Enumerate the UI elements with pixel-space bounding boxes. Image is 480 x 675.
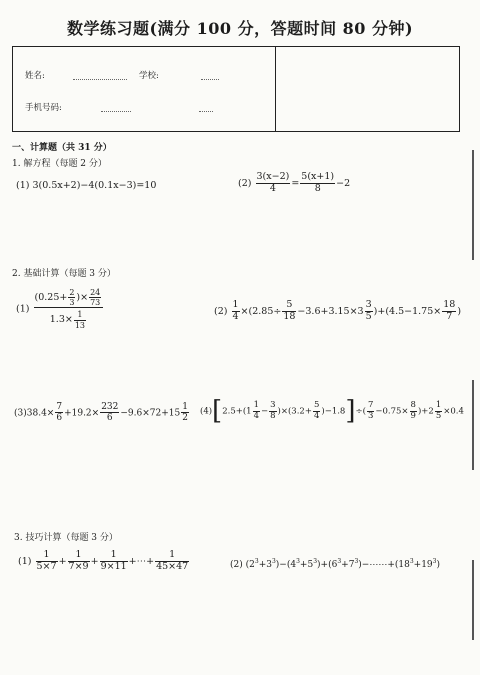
problem-2-3: (3)38.4× $\frac{7}{6}$ +19.2× $\frac{232}{6}$ −9.6×72+15 $\frac{1}{2}$ — [14, 402, 188, 424]
name-blank[interactable] — [73, 79, 127, 80]
scan-edge-mark — [472, 380, 474, 470]
problem-label: (2) — [238, 177, 252, 189]
fraction: $\frac{3(x-2)}{4}$ — [256, 171, 290, 194]
problem-3-2: (2) $(2^3+3^3)-(4^3+5^3)+(6^3+7^3)-\cdots\cdots+(18^3+19^3)$ — [230, 558, 440, 570]
scan-edge-mark — [472, 560, 474, 640]
phone-blank-2[interactable] — [199, 111, 213, 112]
problem-2-1 — [16, 288, 104, 330]
problem-label: (4) — [200, 406, 213, 417]
problem-label: (3) — [14, 408, 27, 419]
problem-3-1: (1) $\frac{1}{5\times 7}$ + $\frac{1}{7\times 9}$ + $\frac{1}{9\times 11}$ +⋯+ $\frac{1}{45\times 47}$ — [18, 549, 189, 572]
problem-label: (2) — [230, 560, 243, 570]
part1-heading: 1. 解方程（每题 2 分） — [12, 159, 107, 169]
problem-label: (1) — [16, 180, 30, 191]
complex-fraction: (0.25+ $\frac{2}{3}$ )× $\frac{24}{73}$ 1.3× $\frac{1}{13}$ — [34, 288, 104, 330]
page-title: 数学练习题(满分 100 分，答题时间 80 分钟) — [66, 19, 414, 38]
part3-heading: 3. 技巧计算（每题 3 分） — [14, 533, 118, 543]
fraction: $\frac{1}{4}$ — [232, 299, 239, 322]
school-label: 学校: — [139, 71, 159, 81]
scan-edge-mark — [472, 150, 474, 260]
problem-label: (1) — [18, 555, 32, 567]
part2-heading: 2. 基础计算（每题 3 分） — [12, 269, 116, 279]
info-box-divider — [275, 47, 276, 131]
fraction: $\frac{5(x+1)}{8}$ — [301, 171, 335, 194]
problem-label: (1) — [16, 303, 30, 315]
phone-label: 手机号码: — [25, 103, 62, 113]
problem-expression: 3(0.5x+2)−4(0.1x−3)=10 — [32, 180, 157, 191]
section-heading: 一、计算题（共 31 分） — [12, 143, 112, 153]
name-label: 姓名: — [25, 71, 45, 81]
problem-1-2: (2) $\frac{3(x-2)}{4}$ = $\frac{5(x+1)}{8}$ −2 — [238, 171, 351, 194]
problem-2-2: (2) $\frac{1}{4}$ ×(2.85÷ $\frac{5}{18}$ −3.6+3.15×3 $\frac{3}{5}$ )+(4.5−1.75× $\frac{18}{7}$ ) — [214, 299, 462, 322]
problem-2-4: (4)[2.5+(1 $\frac{1}{4}$ − $\frac{3}{8}$ )×(3.2+ $\frac{5}{4}$ )−1.8]÷( $\frac{7}{3}$ −0.75× $\frac{8}{9}$ )+2 $\frac{1}{5}$ ×0.4 — [200, 396, 464, 426]
problem-1-1 — [16, 180, 156, 191]
school-blank[interactable] — [201, 79, 219, 80]
student-info-box — [12, 46, 460, 132]
phone-blank[interactable] — [101, 111, 131, 112]
problem-label: (2) — [214, 305, 228, 317]
